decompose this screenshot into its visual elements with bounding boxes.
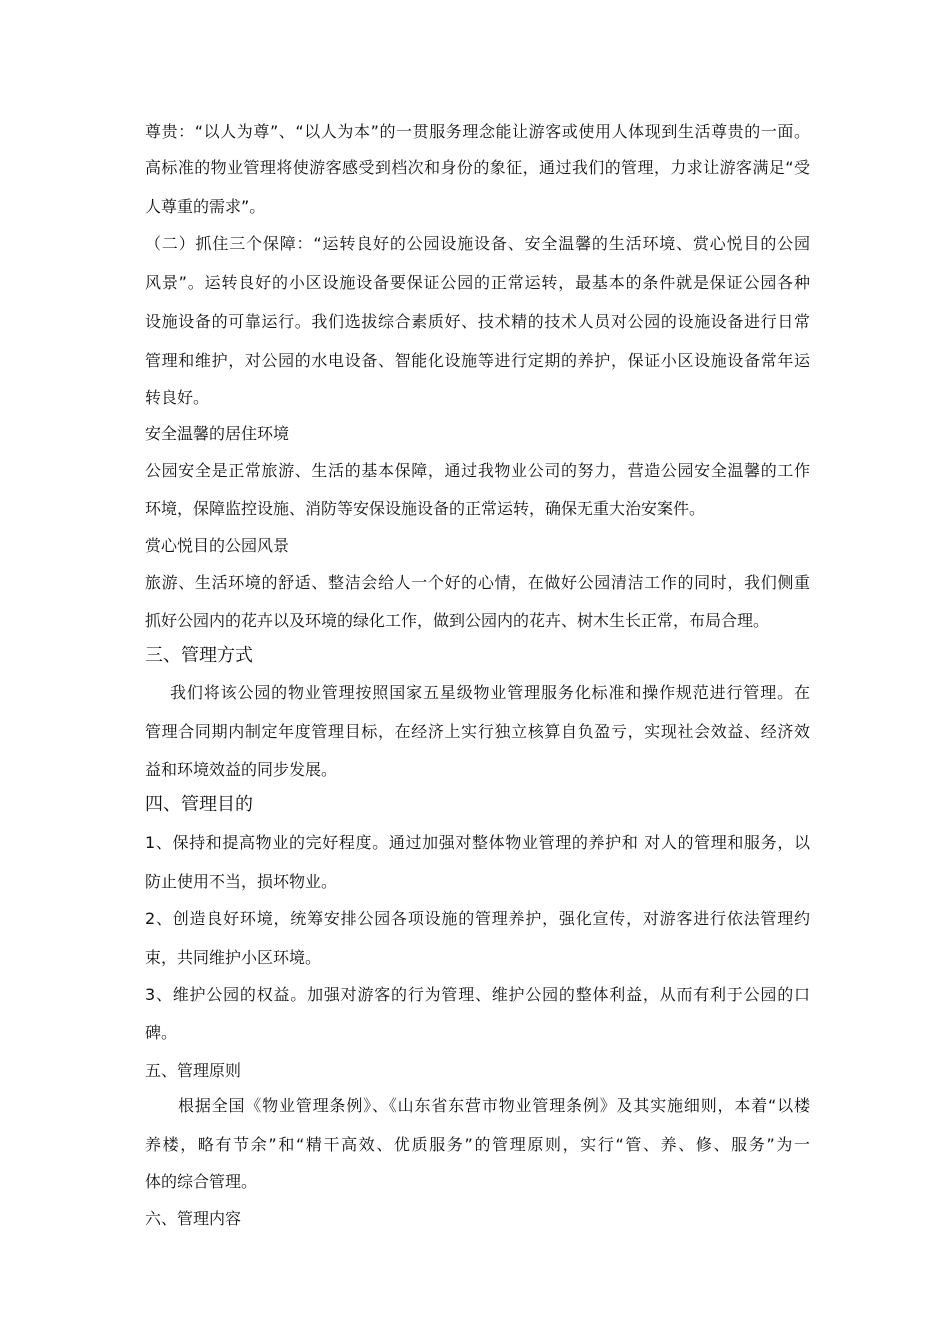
section-heading: 五、管理原则 [145,1061,242,1080]
text-line: （二）抓住三个保障：“运转良好的公园设施设备、安全温馨的生活环境、赏心悦目的公园 [145,234,810,253]
text-line: 高标准的物业管理将使游客感受到档次和身份的象征，通过我们的管理，力求让游客满足“受 [145,158,810,177]
subheading: 安全温馨的居住环境 [145,424,290,443]
section-heading: 三、管理方式 [145,645,253,666]
text-line: 抓好公园内的花卉以及环境的绿化工作，做到公园内的花卉、树木生长正常，布局合理。 [145,611,770,630]
text-line: 体的综合管理。 [145,1172,258,1191]
section-heading: 六、管理内容 [145,1209,242,1228]
text-line: 人尊重的需求”。 [145,197,266,216]
text-line: 束，共同维护小区环境。 [145,948,322,967]
text-line: 养楼，略有节余”和“精干高效、优质服务”的管理原则，实行“管、养、修、服务”为一 [145,1135,810,1154]
text-line: 管理和维护，对公园的水电设备、智能化设施等进行定期的养护，保证小区设施设备常年运 [145,351,810,370]
subheading: 赏心悦目的公园风景 [145,536,290,555]
text-line: 益和环境效益的同步发展。 [145,760,338,779]
text-line: 碑。 [145,1023,178,1042]
text-line: 环境，保障监控设施、消防等安保设施设备的正常运转，确保无重大治安案件。 [145,499,706,518]
text-line: 防止使用不当，损坏物业。 [145,872,338,891]
section-heading: 四、管理目的 [145,794,253,815]
text-line: 尊贵：“以人为尊”、“以人为本”的一贯服务理念能让游客或使用人体现到生活尊贵的一面。 [145,122,810,141]
text-line: 公园安全是正常旅游、生活的基本保障，通过我物业公司的努力，营造公园安全温馨的工作 [145,461,810,480]
text-line: 2、创造良好环境，统筹安排公园各项设施的管理养护，强化宣传，对游客进行依法管理约 [145,909,810,928]
text-line: 设施设备的可靠运行。我们选拔综合素质好、技术精的技术人员对公园的设施设备进行日常 [145,312,810,331]
text-line: 3、维护公园的权益。加强对游客的行为管理、维护公园的整体利益，从而有利于公园的口 [145,985,810,1004]
text-line: 根据全国《物业管理条例》、《山东省东营市物业管理条例》及其实施细则，本着“以楼 [178,1096,810,1115]
text-line: 旅游、生活环境的舒适、整洁会给人一个好的心情，在做好公园清洁工作的同时，我们侧重 [145,573,810,592]
text-line: 风景”。运转良好的小区设施设备要保证公园的正常运转，最基本的条件就是保证公园各种 [145,273,810,292]
text-line: 我们将该公园的物业管理按照国家五星级物业管理服务化标准和操作规范进行管理。在 [170,683,810,702]
text-line: 转良好。 [145,388,210,407]
text-line: 1、保持和提高物业的完好程度。通过加强对整体物业管理的养护和 对人的管理和服务，以 [145,833,810,852]
text-line: 管理合同期内制定年度管理目标，在经济上实行独立核算自负盈亏，实现社会效益、经济效 [145,722,810,741]
